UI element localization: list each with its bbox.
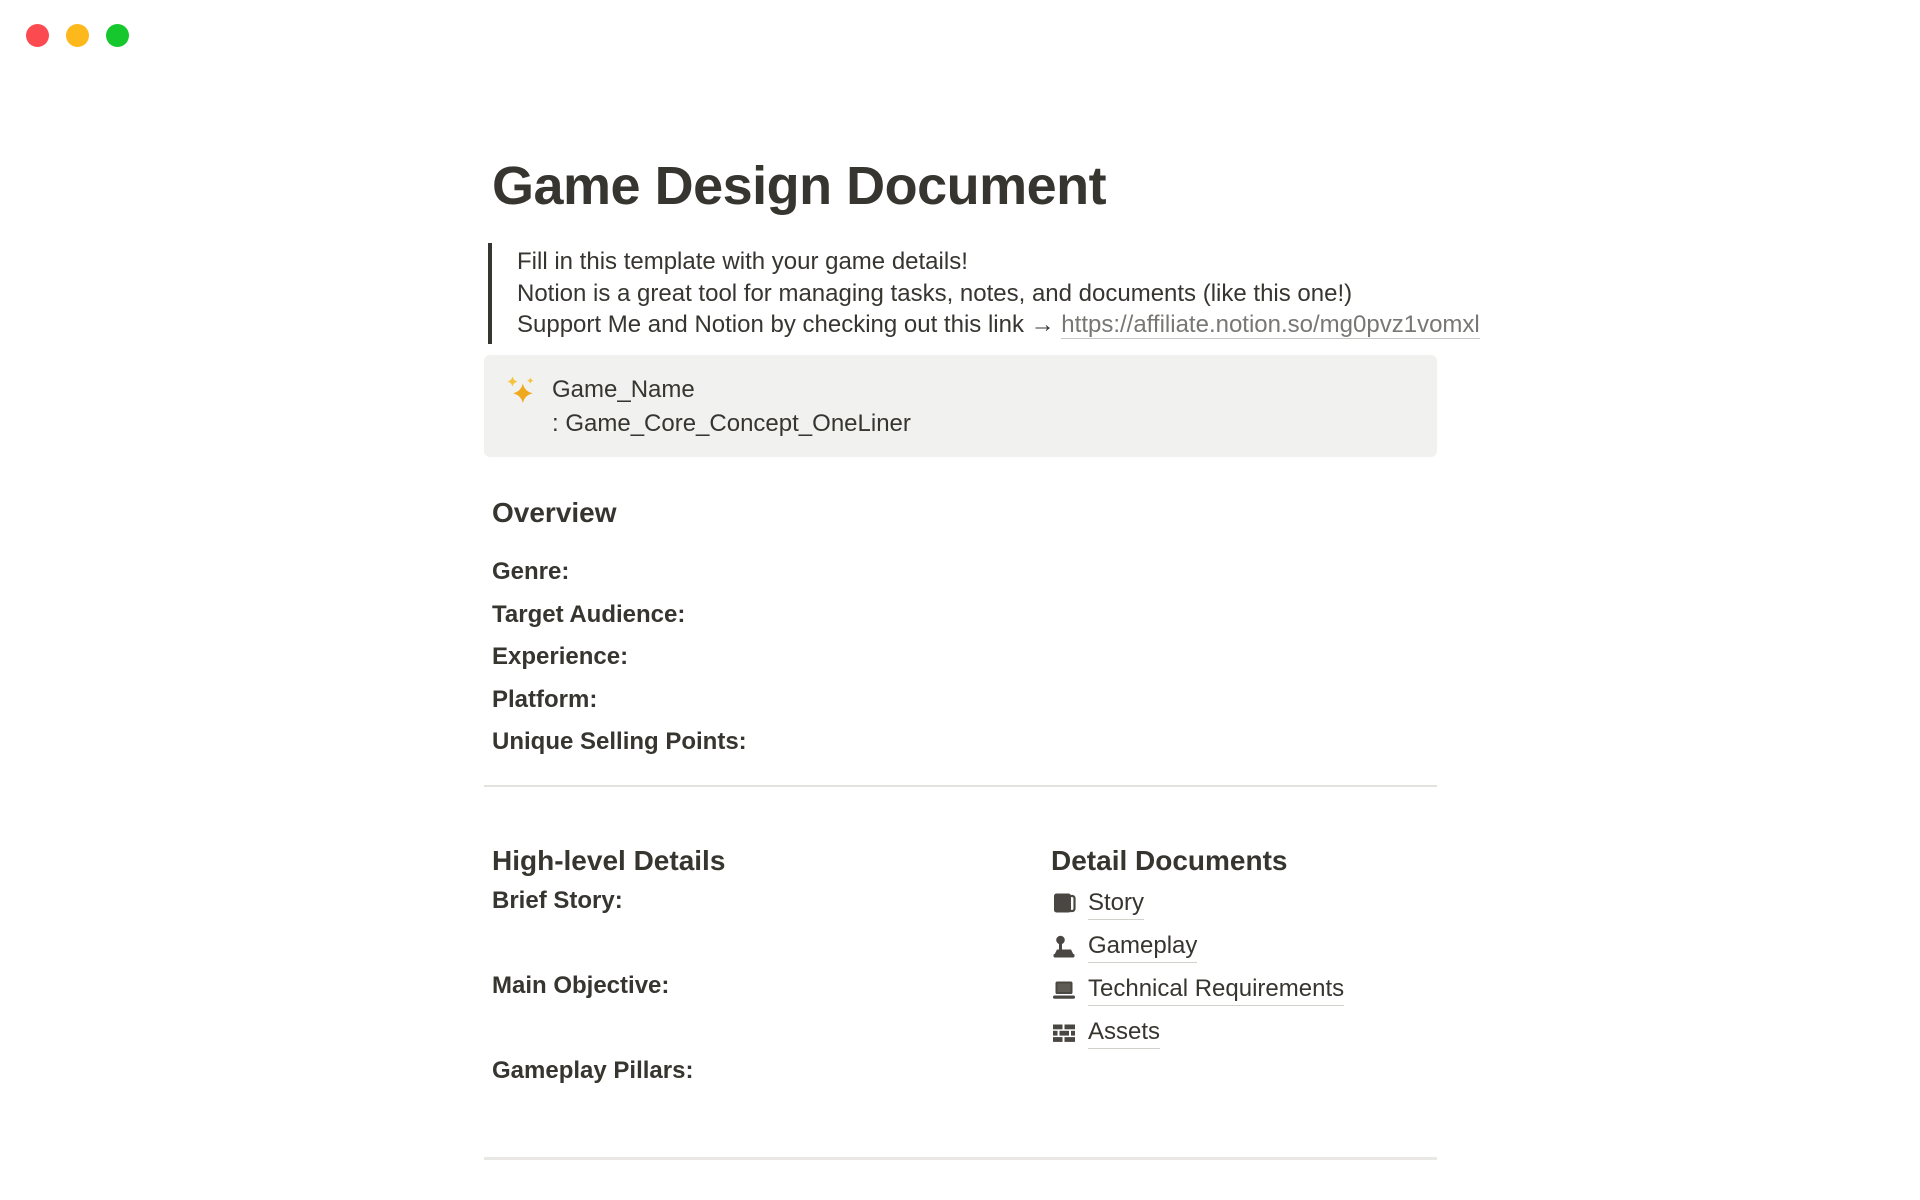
detail-documents-heading: Detail Documents (1051, 845, 1288, 876)
field-main-objective: Main Objective: (492, 972, 670, 999)
quote-line-3-text: Support Me and Notion by checking out this link → (517, 311, 1062, 338)
detail-documents-column (1051, 843, 1437, 1054)
quote-line-1: Fill in this template with your game details! (517, 248, 968, 275)
callout-block (484, 355, 1437, 457)
field-usp: Unique Selling Points: (492, 728, 747, 755)
zoom-button[interactable] (106, 24, 129, 47)
field-brief-story: Brief Story: (492, 887, 623, 914)
callout-text (552, 373, 911, 440)
overview-heading: Overview (492, 497, 617, 528)
field-target-audience: Target Audience: (492, 600, 686, 628)
divider (484, 1157, 1437, 1160)
sparkles-icon (505, 375, 535, 405)
field-platform: Platform: (492, 685, 598, 713)
page-title: Game Design Document (492, 156, 1107, 216)
game-concept-line: : Game_Core_Concept_OneLiner (552, 409, 911, 437)
game-name-line: Game_Name (552, 376, 695, 403)
affiliate-link[interactable]: https://affiliate.notion.so/mg0pvz1vomxl (1061, 311, 1480, 338)
quote-line-3 (517, 309, 1480, 341)
story-link-label: Story (1088, 888, 1144, 920)
field-gameplay-pillars: Gameplay Pillars: (492, 1057, 694, 1084)
assets-page-link[interactable] (1051, 1011, 1437, 1054)
field-experience: Experience: (492, 643, 629, 670)
quote-block (488, 243, 1480, 344)
window-controls (26, 24, 129, 47)
high-level-details-column (492, 843, 1007, 1092)
gameplay-page-link[interactable] (1051, 925, 1437, 968)
detail-documents-links (1051, 882, 1437, 1054)
overview-field-list (492, 551, 747, 764)
field-genre: Genre: (492, 558, 570, 585)
story-page-link[interactable] (1051, 882, 1437, 925)
bricks-icon (1051, 1020, 1077, 1046)
book-icon (1051, 891, 1077, 917)
divider (484, 785, 1437, 787)
assets-link-label: Assets (1088, 1017, 1160, 1049)
quote-line-2: Notion is a great tool for managing tasks, notes, and documents (like this one!) (517, 279, 1353, 307)
close-button[interactable] (26, 24, 49, 47)
high-level-details-heading: High-level Details (492, 845, 726, 876)
minimize-button[interactable] (66, 24, 89, 47)
laptop-icon (1051, 977, 1077, 1003)
technical-requirements-link-label: Technical Requirements (1088, 974, 1344, 1006)
gameplay-link-label: Gameplay (1088, 931, 1197, 963)
joystick-icon (1051, 934, 1077, 960)
technical-requirements-page-link[interactable] (1051, 968, 1437, 1011)
